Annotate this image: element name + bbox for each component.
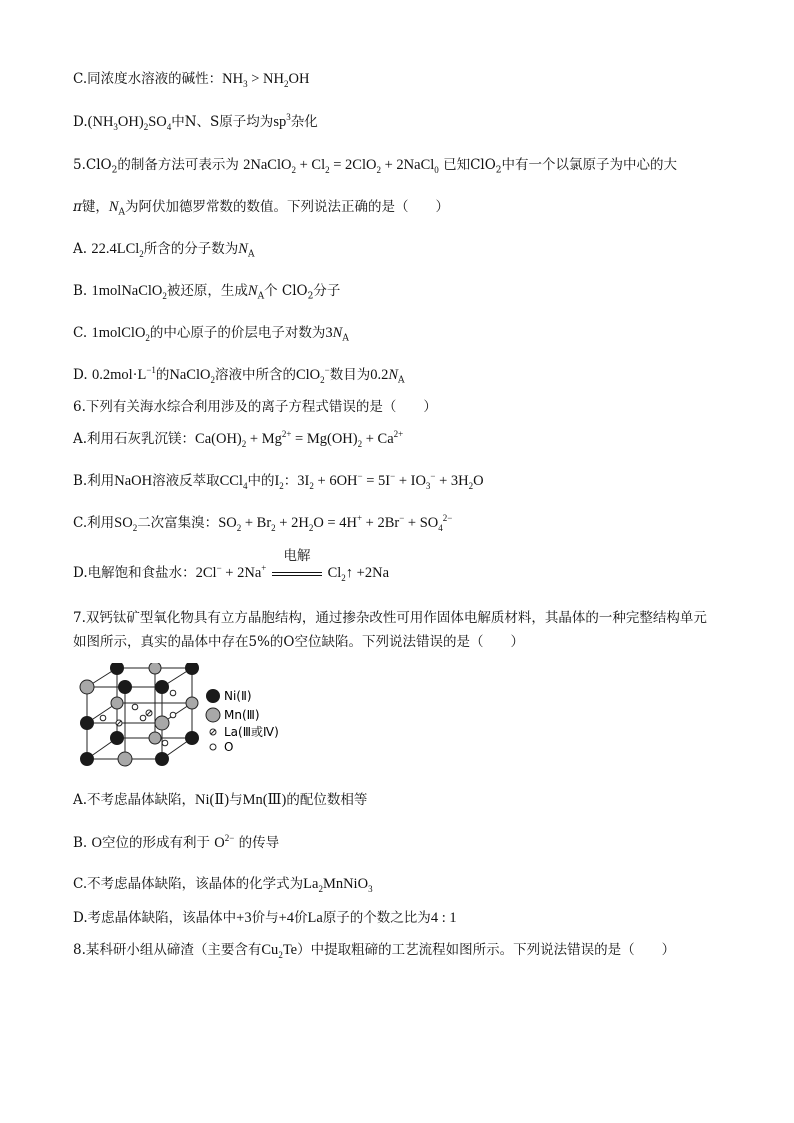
legend-ni-label: Ni(Ⅱ) — [224, 689, 252, 703]
legend-mn-label: Mn(Ⅲ) — [224, 708, 260, 722]
q7-option-a: A.不考虑晶体缺陷，Ni(Ⅱ)与Mn(Ⅲ)的配位数相等 — [73, 792, 368, 808]
o-atom — [162, 740, 168, 746]
crystal-cell-svg — [73, 663, 303, 773]
electrolysis-condition: 电解 — [272, 564, 322, 582]
ni-atom — [110, 731, 124, 745]
mn-atom — [149, 663, 161, 674]
ni-atom — [185, 663, 199, 675]
legend-o-icon — [210, 744, 216, 750]
mn-atom — [186, 697, 198, 709]
q4-option-d-label: D. — [73, 114, 88, 130]
q5-option-c: C. 1molClO$_2$的中心原子的价层电子对数为$3N_A$ — [73, 325, 349, 344]
ni-atom — [110, 663, 124, 675]
crystal-cell-figure — [73, 663, 303, 777]
q6-option-b: B.利用NaOH溶液反萃取CCl$_4$中的$I_2$：$3I_2 + 6OH^- = 5I^- + IO_3^- + 3H_2O$ — [73, 471, 484, 491]
q4-option-c — [73, 70, 309, 88]
q5-equation: 2NaClO$_2$ + $Cl_2 = 2ClO_2$ + 2NaCl$_0$ — [243, 157, 439, 175]
q5-stem-line2: π键，$N_A$为阿伏加德罗常数的数值。下列说法正确的是（ ） — [73, 199, 450, 218]
legend-ni-icon — [206, 689, 220, 703]
q7-option-c: C.不考虑晶体缺陷，该晶体的化学式为$La_2MnNiO_3$ — [73, 876, 373, 894]
ni-atom — [80, 752, 94, 766]
q7-option-b: B. O空位的形成有利于 $O^{2-}$ 的传导 — [73, 833, 280, 851]
o-atom — [170, 690, 176, 696]
q5-option-a: A. 22.4LCl$_2$所含的分子数为$N_A$ — [73, 241, 255, 260]
ni-atom — [155, 752, 169, 766]
q4-option-d-suffix: 杂化 — [290, 114, 318, 130]
q6-option-c-eq: $SO_2 + Br_2 + 2H_2O = 4H^+ + 2Br^- + SO_4^{2-}$ — [218, 513, 453, 533]
q6-option-a: A.利用石灰乳沉镁：$Ca(OH)_2 + Mg^{2+} = Mg(OH)_2 + Ca^{2+}$ — [73, 429, 404, 449]
q7-stem-line2: 如图所示，真实的晶体中存在5%的O空位缺陷。下列说法错误的是（ ） — [73, 634, 524, 650]
q4-option-c-formula: $NH_3 > NH_2OH$ — [222, 71, 310, 89]
q5-option-d: D. $0.2mol\cdot L^{-1}$的NaClO$_2$溶液中所含的ClO$_2$−数目为$0.2N_A$ — [73, 365, 405, 386]
q6-option-d: D.电解饱和食盐水：2Cl− + 2Na+ 电解 $Cl_2↑ +2Na$ — [73, 548, 390, 583]
q4-option-d — [73, 113, 318, 131]
q5-stem-line1: 5.ClO$_2$的制备方法可表示为 2NaClO$_2$ + $Cl_2 = 2ClO_2$ + 2NaCl$_0$ 已知ClO$_2$中有一个以氯原子为中心的大 — [73, 157, 678, 176]
mn-atom — [149, 732, 161, 744]
legend-la-label: La(Ⅲ或Ⅳ) — [224, 725, 279, 739]
q8-stem: 8.某科研小组从碲渣（主要含有$Cu_2Te$）中提取粗碲的工艺流程如图所示。下列说法错误的是（ ） — [73, 942, 676, 960]
q5-option-b: B. 1molNaClO$_2$被还原，生成$N_A$个 ClO$_2$分子 — [73, 283, 341, 302]
mn-atom — [111, 697, 123, 709]
legend-mn-icon — [206, 708, 220, 722]
q6-option-d-eq: 2Cl− + 2Na+ 电解 $Cl_2↑ +2Na$ — [195, 548, 390, 583]
q6-stem: 6.下列有关海水综合利用涉及的离子方程式错误的是（ ） — [73, 399, 437, 415]
o-atom — [170, 712, 176, 718]
legend-o-label: O — [224, 740, 234, 754]
ni-atom — [118, 680, 132, 694]
mn-atom — [155, 716, 169, 730]
mn-atom — [80, 680, 94, 694]
ni-atom — [80, 716, 94, 730]
o-atom — [100, 715, 106, 721]
q6-option-c: C.利用$SO_2$二次富集溴：$SO_2 + Br_2 + 2H_2O = 4H^+ + 2Br^- + SO_4^{2-}$ — [73, 513, 453, 533]
ni-atom — [155, 680, 169, 694]
q4-option-d-hybrid: $sp^3$ — [273, 112, 291, 130]
o-atom — [140, 715, 146, 721]
q4-option-d-formula: $(NH_3OH)_2SO_4$ — [87, 114, 172, 132]
q7-stem-line1: 7.双钙钛矿型氧化物具有立方晶胞结构，通过掺杂改性可用作固体电解质材料，其晶体的一种完整结构单元 — [73, 610, 707, 626]
q6-option-a-eq: $Ca(OH)_2 + Mg^{2+} = Mg(OH)_2 + Ca^{2+}$ — [195, 429, 404, 449]
q7-option-d: D.考虑晶体缺陷，该晶体中+3价与+4价La原子的个数之比为4 : 1 — [73, 910, 457, 926]
mn-atom — [118, 752, 132, 766]
q6-option-b-eq: $3I_2 + 6OH^- = 5I^- + IO_3^- + 3H_2O$ — [297, 471, 484, 491]
o-atom — [132, 704, 138, 710]
q4-option-d-mid: 中N、S原子均为 — [171, 114, 274, 130]
q4-option-c-text: C.同浓度水溶液的碱性： — [73, 71, 223, 87]
ni-atom — [185, 731, 199, 745]
